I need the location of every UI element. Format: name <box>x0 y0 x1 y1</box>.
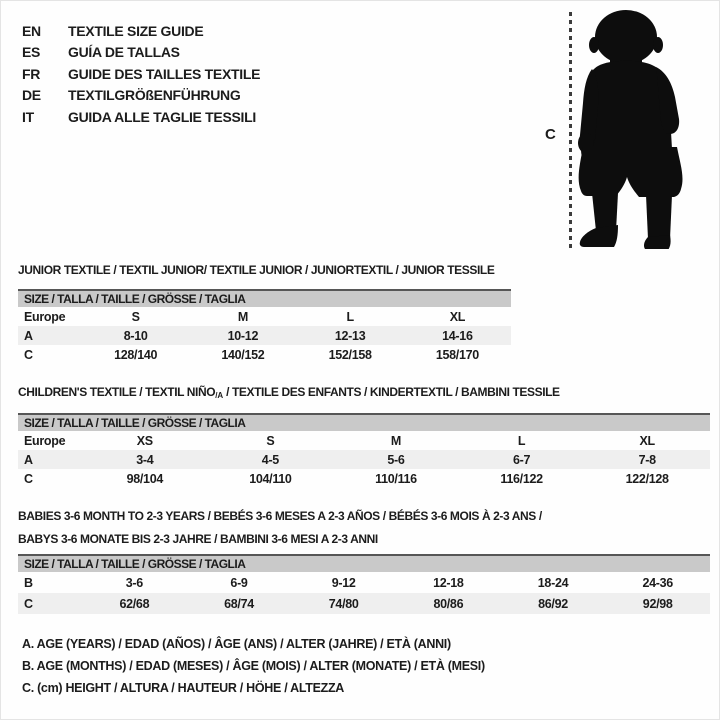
table-cell: 8-10 <box>123 328 148 343</box>
table-row <box>18 345 511 364</box>
language-code: EN <box>22 22 41 39</box>
table-cell: 98/104 <box>126 471 164 486</box>
table-cell: 158/170 <box>435 347 479 362</box>
table-cell: 14-16 <box>442 328 473 343</box>
size-header-bar <box>18 413 710 431</box>
height-measure-dotted-line <box>569 12 572 248</box>
table-row <box>18 326 511 345</box>
table-row <box>18 572 710 593</box>
table-cell: 68/74 <box>224 596 254 611</box>
table-cell: S <box>266 433 275 448</box>
table-cell: 6-7 <box>512 452 531 467</box>
table-cell: 9-12 <box>331 575 356 590</box>
row-label: Europe <box>24 309 66 324</box>
table-cell: L <box>346 309 354 324</box>
language-row <box>22 106 260 128</box>
table-cell: 3-4 <box>136 452 154 467</box>
row-label: B <box>24 575 33 590</box>
table-cell: 104/110 <box>249 471 292 486</box>
language-title: GUIDE DES TAILLES TEXTILE <box>68 65 261 82</box>
table-row <box>18 469 710 488</box>
table-cell: 116/122 <box>500 471 543 486</box>
table-cell: 86/92 <box>538 596 568 611</box>
table-cell: 62/68 <box>119 596 150 611</box>
table-row <box>18 450 710 469</box>
table-cell: 7-8 <box>638 452 656 467</box>
size-header-label: SIZE / TALLA / TAILLE / GRÖSSE / TAGLIA <box>24 557 246 571</box>
row-label: C <box>24 347 33 362</box>
language-row <box>22 63 260 85</box>
title-text-line2: BABYS 3-6 MONATE BIS 2-3 JAHRE / BAMBINI 3-6 MESI A 2-3 ANNI <box>18 531 378 546</box>
language-title: TEXTILE SIZE GUIDE <box>68 22 204 39</box>
table-cell: 80/86 <box>433 596 464 611</box>
language-list <box>22 20 260 128</box>
row-label: Europe <box>24 433 66 448</box>
table-cell: 10-12 <box>227 328 259 343</box>
table-cell: M <box>237 309 248 324</box>
table-cell: 24-36 <box>642 575 673 590</box>
table-cell: L <box>517 433 526 448</box>
title-text: BABIES 3-6 MONTH TO 2-3 YEARS / BEBÉS 3-6 MESES A 2-3 AÑOS / BÉBÉS 3-6 MOIS À 2-3 ANS / <box>18 509 542 523</box>
row-label: A <box>24 452 33 467</box>
size-header-label: SIZE / TALLA / TAILLE / GRÖSSE / TAGLIA <box>24 416 246 430</box>
table-cell: M <box>390 433 402 448</box>
table-row <box>18 307 511 326</box>
table-cell: 140/152 <box>221 347 265 362</box>
table-cell: 12-18 <box>433 575 464 590</box>
table-cell: 6-9 <box>230 575 248 590</box>
language-row <box>22 20 260 42</box>
table-cell: XL <box>639 433 655 448</box>
language-code: ES <box>22 44 41 61</box>
row-label: C <box>24 471 33 486</box>
babies-section-title <box>18 507 542 548</box>
size-header-bar <box>18 554 710 572</box>
junior-size-table <box>18 289 511 364</box>
table-cell: 122/128 <box>625 471 669 486</box>
language-code: FR <box>22 65 41 82</box>
table-cell: 4-5 <box>261 452 279 467</box>
table-cell: 12-13 <box>334 328 366 343</box>
table-cell: 92/98 <box>642 596 673 611</box>
size-header-bar <box>18 289 511 307</box>
language-title: GUIDA ALLE TAGLIE TESSILI <box>68 108 256 125</box>
title-text: JUNIOR TEXTILE / TEXTIL JUNIOR/ TEXTILE JUNIOR / JUNIORTEXTIL / JUNIOR TESSILE <box>18 263 495 277</box>
title-text: / TEXTILE DES ENFANTS / KINDERTEXTIL / BAMBINI TESSILE <box>223 385 560 399</box>
table-cell: 110/116 <box>375 471 417 486</box>
table-cell: 152/158 <box>328 347 372 362</box>
table-cell: XS <box>136 433 153 448</box>
height-measure-label: C <box>545 126 556 143</box>
language-row <box>22 42 260 64</box>
children-size-table <box>18 413 710 488</box>
footnote: C. (cm) HEIGHT / ALTURA / HAUTEUR / HÖHE / ALTEZZA <box>22 681 345 695</box>
language-code: DE <box>22 87 41 104</box>
toddler-silhouette <box>576 9 686 249</box>
language-code: IT <box>22 108 34 125</box>
children-section-title <box>18 383 560 406</box>
footnote: A. AGE (YEARS) / EDAD (AÑOS) / ÂGE (ANS) / ALTER (JAHRE) / ETÀ (ANNI) <box>22 637 451 651</box>
row-label: C <box>24 596 33 611</box>
junior-section-title <box>18 261 494 284</box>
title-subscript: /A <box>215 391 224 400</box>
title-text: CHILDREN'S TEXTILE / TEXTIL NIÑO <box>18 385 216 399</box>
table-cell: 5-6 <box>387 452 405 467</box>
table-cell: 18-24 <box>537 575 569 590</box>
babies-size-table <box>18 554 710 614</box>
table-cell: 128/140 <box>114 347 158 362</box>
language-title: TEXTILGRÖßENFÜHRUNG <box>68 87 241 104</box>
table-row <box>18 593 710 614</box>
size-header-label: SIZE / TALLA / TAILLE / GRÖSSE / TAGLIA <box>24 292 246 306</box>
table-row <box>18 431 710 450</box>
row-label: A <box>24 328 33 343</box>
table-cell: XL <box>449 309 466 324</box>
footnote: B. AGE (MONTHS) / EDAD (MESES) / ÂGE (MOIS) / ALTER (MONATE) / ETÀ (MESI) <box>22 659 485 673</box>
language-title: GUÍA DE TALLAS <box>68 44 180 61</box>
footnotes <box>22 637 485 703</box>
language-row <box>22 85 260 107</box>
table-cell: S <box>131 309 140 324</box>
table-cell: 3-6 <box>125 575 143 590</box>
table-cell: 74/80 <box>328 596 359 611</box>
